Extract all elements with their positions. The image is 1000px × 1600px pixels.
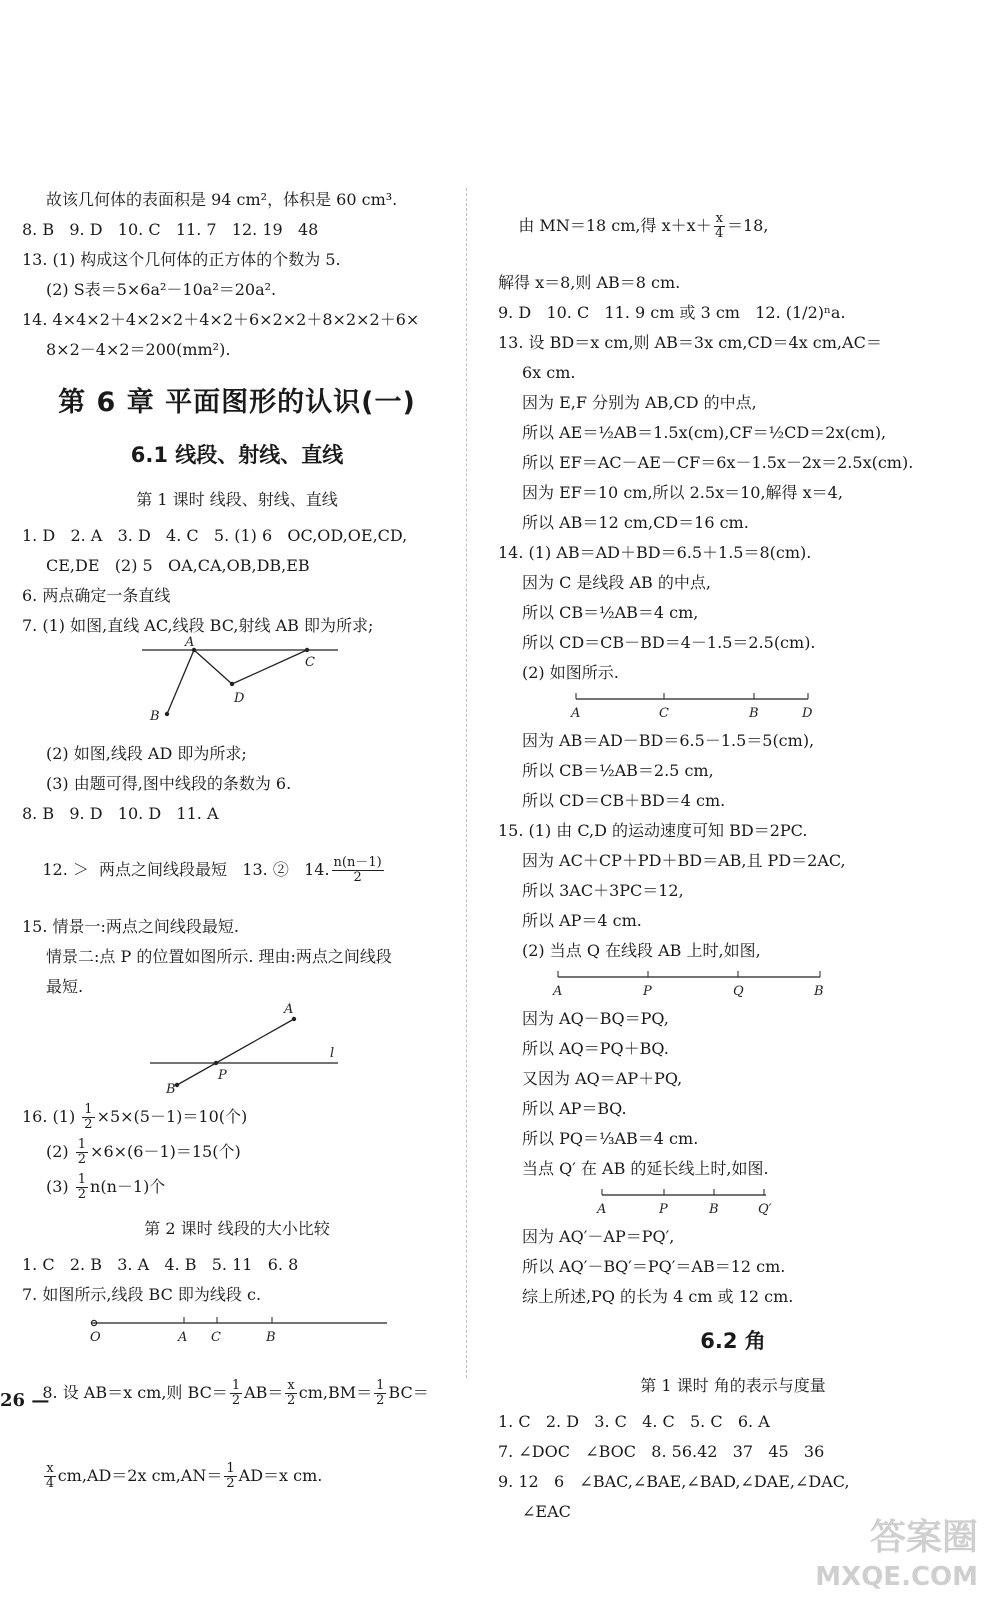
answer-line: 13. (1) 构成这个几何体的正方体的个数为 5.	[22, 250, 341, 269]
fig-label-b: B	[709, 1202, 719, 1217]
fig-label-o: O	[90, 1330, 101, 1345]
answer-line: 8. 设 AB＝x cm,则 BC＝ $\frac{1}{2}$ AB＝ $\frac{x}{2}$ cm,BM＝ $\frac{1}{2}$ BC＝	[42, 1378, 429, 1408]
answer-line: 因为 EF＝10 cm,所以 2.5x＝10,解得 x＝4,	[522, 483, 843, 502]
answer-line: 6. 两点确定一条直线	[22, 586, 171, 605]
figure-lines-abc	[22, 635, 452, 734]
answer-line: 所以 3AC＋3PC＝12,	[522, 881, 684, 900]
answer-line: 因为 AQ′－AP＝PQ′,	[522, 1227, 675, 1246]
answer-line: 13. 设 BD＝x cm,则 AB＝3x cm,CD＝4x cm,AC＝	[498, 333, 882, 352]
watermark-logo: 答案圈	[869, 1517, 978, 1558]
answer-line: 因为 AB＝AD－BD＝6.5－1.5＝5(cm),	[522, 731, 815, 750]
figure-segment-apbq	[498, 1187, 968, 1217]
section-title: 6.1 线段、射线、直线	[130, 443, 344, 467]
answer-line: 所以 AP＝BQ.	[522, 1099, 627, 1118]
fig-label-d: D	[234, 691, 245, 706]
answer-line: $\frac{x}{4}$ cm,AD＝2x cm,AN＝ $\frac{1}{2}$ AD＝x cm.	[45, 1461, 323, 1491]
answer-line: 所以 AQ＝PQ＋BQ.	[522, 1039, 669, 1058]
answer-line: 8×2－4×2＝200(mm²).	[46, 340, 231, 359]
answer-line: 6x cm.	[522, 363, 576, 382]
fig-label-a: A	[284, 1002, 294, 1017]
fig-label-p: P	[659, 1202, 668, 1217]
fraction: $\frac{n(n-1)}{2}$	[333, 855, 382, 885]
column-divider	[466, 188, 467, 1378]
fig-label-d: D	[802, 706, 813, 721]
right-column	[498, 188, 968, 1530]
answer-line: (2) 如图,线段 AD 即为所求;	[46, 744, 247, 763]
answer-line: 15. 情景一:两点之间线段最短.	[22, 917, 240, 936]
answer-line: 16. (1) $\frac{1}{2}$ ×5×(5－1)＝10(个)	[22, 1102, 248, 1132]
answer-line: (2) 如图所示.	[522, 663, 619, 682]
section-title: 6.2 角	[700, 1329, 766, 1353]
lesson-title: 第 2 课时 线段的大小比较	[144, 1219, 330, 1238]
figure-segment-acbd	[498, 691, 968, 721]
page-number: 26 —	[0, 1390, 50, 1411]
answer-line	[22, 832, 452, 909]
fig-label-c: C	[305, 655, 315, 670]
answer-line: 所以 PQ＝⅓AB＝4 cm.	[522, 1129, 699, 1148]
answer-line: 当点 Q′ 在 AB 的延长线上时,如图.	[522, 1159, 769, 1178]
fig-label-qprime: Q′	[758, 1202, 772, 1217]
answer-line: 9. 12 6 ∠BAC,∠BAE,∠BAD,∠DAE,∠DAC,	[498, 1472, 850, 1491]
answer-line: 因为 AQ－BQ＝PQ,	[522, 1009, 669, 1028]
fig-label-p: P	[218, 1068, 227, 1083]
answer-line: (2) 当点 Q 在线段 AB 上时,如图,	[522, 941, 761, 960]
answer-line: 9. D 10. C 11. 9 cm 或 3 cm 12. (1/2)ⁿa.	[498, 303, 846, 322]
answer-line: 7. 如图所示,线段 BC 即为线段 c.	[22, 1285, 262, 1304]
answer-line: 所以 CD＝CB－BD＝4－1.5＝2.5(cm).	[522, 633, 816, 652]
answer-line: 8. B 9. D 10. C 11. 7 12. 19 48	[22, 220, 319, 239]
figure-point-p	[22, 1002, 452, 1097]
answer-line: (3) 由题可得,图中线段的条数为 6.	[46, 774, 292, 793]
fig-label-l: l	[330, 1046, 335, 1061]
fig-label-a: A	[178, 1330, 188, 1345]
answer-line: 7. ∠DOC ∠BOC 8. 56.42 37 45 36	[498, 1442, 825, 1461]
answer-line: 14. 4×4×2＋4×2×2＋4×2＋6×2×2＋8×2×2＋6×	[22, 310, 420, 329]
fig-label-b: B	[266, 1330, 276, 1345]
answer-line: 15. (1) 由 C,D 的运动速度可知 BD＝2PC.	[498, 821, 808, 840]
answer-line: 所以 EF＝AC－AE－CF＝6x－1.5x－2x＝2.5x(cm).	[522, 453, 914, 472]
answer-line: 所以 AB＝12 cm,CD＝16 cm.	[522, 513, 749, 532]
watermark-url: MXQE.COM	[815, 1562, 978, 1592]
fig-label-a: A	[597, 1202, 607, 1217]
lesson-title: 第 1 课时 线段、射线、直线	[136, 490, 338, 509]
fig-label-b: B	[814, 984, 824, 999]
fig-label-b: B	[749, 706, 759, 721]
answer-line: 1. C 2. D 3. C 4. C 5. C 6. A	[498, 1412, 770, 1431]
answer-line: ∠EAC	[522, 1502, 571, 1521]
fig-label-a: A	[571, 706, 581, 721]
answer-line: (2) S表＝5×6a²－10a²＝20a².	[46, 280, 277, 299]
answer-line: 7. (1) 如图,直线 AC,线段 BC,射线 AB 即为所求;	[22, 616, 374, 635]
answer-line: 1. C 2. B 3. A 4. B 5. 11 6. 8	[22, 1255, 299, 1274]
figure-segment-apqb	[498, 969, 968, 999]
answer-line: CE,DE (2) 5 OA,CA,OB,DB,EB	[46, 556, 310, 575]
answer-line: 最短.	[46, 977, 84, 996]
answer-line: (3) $\frac{1}{2}$ n(n－1)个	[46, 1172, 166, 1202]
lesson-title: 第 1 课时 角的表示与度量	[640, 1376, 826, 1395]
answer-line: 又因为 AQ＝AP＋PQ,	[522, 1069, 683, 1088]
answer-line: (2) $\frac{1}{2}$ ×6×(6－1)＝15(个)	[46, 1137, 241, 1167]
answer-line: 所以 AE＝½AB＝1.5x(cm),CF＝½CD＝2x(cm),	[522, 423, 887, 442]
fig-label-a: A	[553, 984, 563, 999]
answer-line: 1. D 2. A 3. D 4. C 5. (1) 6 OC,OD,OE,CD,	[22, 526, 408, 545]
answer-line: 所以 AP＝4 cm.	[522, 911, 642, 930]
fig-label-c: C	[211, 1330, 221, 1345]
answer-line: 所以 CB＝½AB＝2.5 cm,	[522, 761, 714, 780]
answer-line: 8. B 9. D 10. D 11. A	[22, 804, 219, 823]
answer-line: 由 MN＝18 cm,得 x＋x＋ $\frac{x}{4}$ ＝18,	[518, 211, 769, 241]
fig-label-a: A	[185, 635, 195, 650]
answer-line: 因为 C 是线段 AB 的中点,	[522, 573, 711, 592]
answer-line: 故该几何体的表面积是 94 cm²，体积是 60 cm³.	[46, 190, 398, 209]
answer-line: 因为 AC＋CP＋PD＋BD＝AB,且 PD＝2AC,	[522, 851, 846, 870]
figure-segment-c	[22, 1313, 452, 1347]
answer-line: 综上所述,PQ 的长为 4 cm 或 12 cm.	[522, 1287, 794, 1306]
fig-label-c: C	[659, 706, 669, 721]
fig-label-q: Q	[733, 984, 744, 999]
answer-line: 所以 CB＝½AB＝4 cm,	[522, 603, 699, 622]
fig-label-p: P	[643, 984, 652, 999]
left-column	[22, 188, 452, 1521]
answer-line: 解得 x＝8,则 AB＝8 cm.	[498, 273, 681, 292]
answer-line: 14. (1) AB＝AD＋BD＝6.5＋1.5＝8(cm).	[498, 543, 812, 562]
fig-label-b: B	[166, 1082, 176, 1097]
answer-text: 12. ＞ 两点之间线段最短 13. ② 14.	[42, 860, 330, 879]
answer-line: 所以 CD＝CB＋BD＝4 cm.	[522, 791, 726, 810]
answer-line: 所以 AQ′－BQ′＝PQ′＝AB＝12 cm.	[522, 1257, 786, 1276]
answer-line: 因为 E,F 分别为 AB,CD 的中点,	[522, 393, 757, 412]
answer-line: 情景二:点 P 的位置如图所示. 理由:两点之间线段	[46, 947, 392, 966]
fig-label-b: B	[150, 709, 160, 724]
chapter-title: 第 6 章 平面图形的认识(一)	[58, 387, 416, 418]
